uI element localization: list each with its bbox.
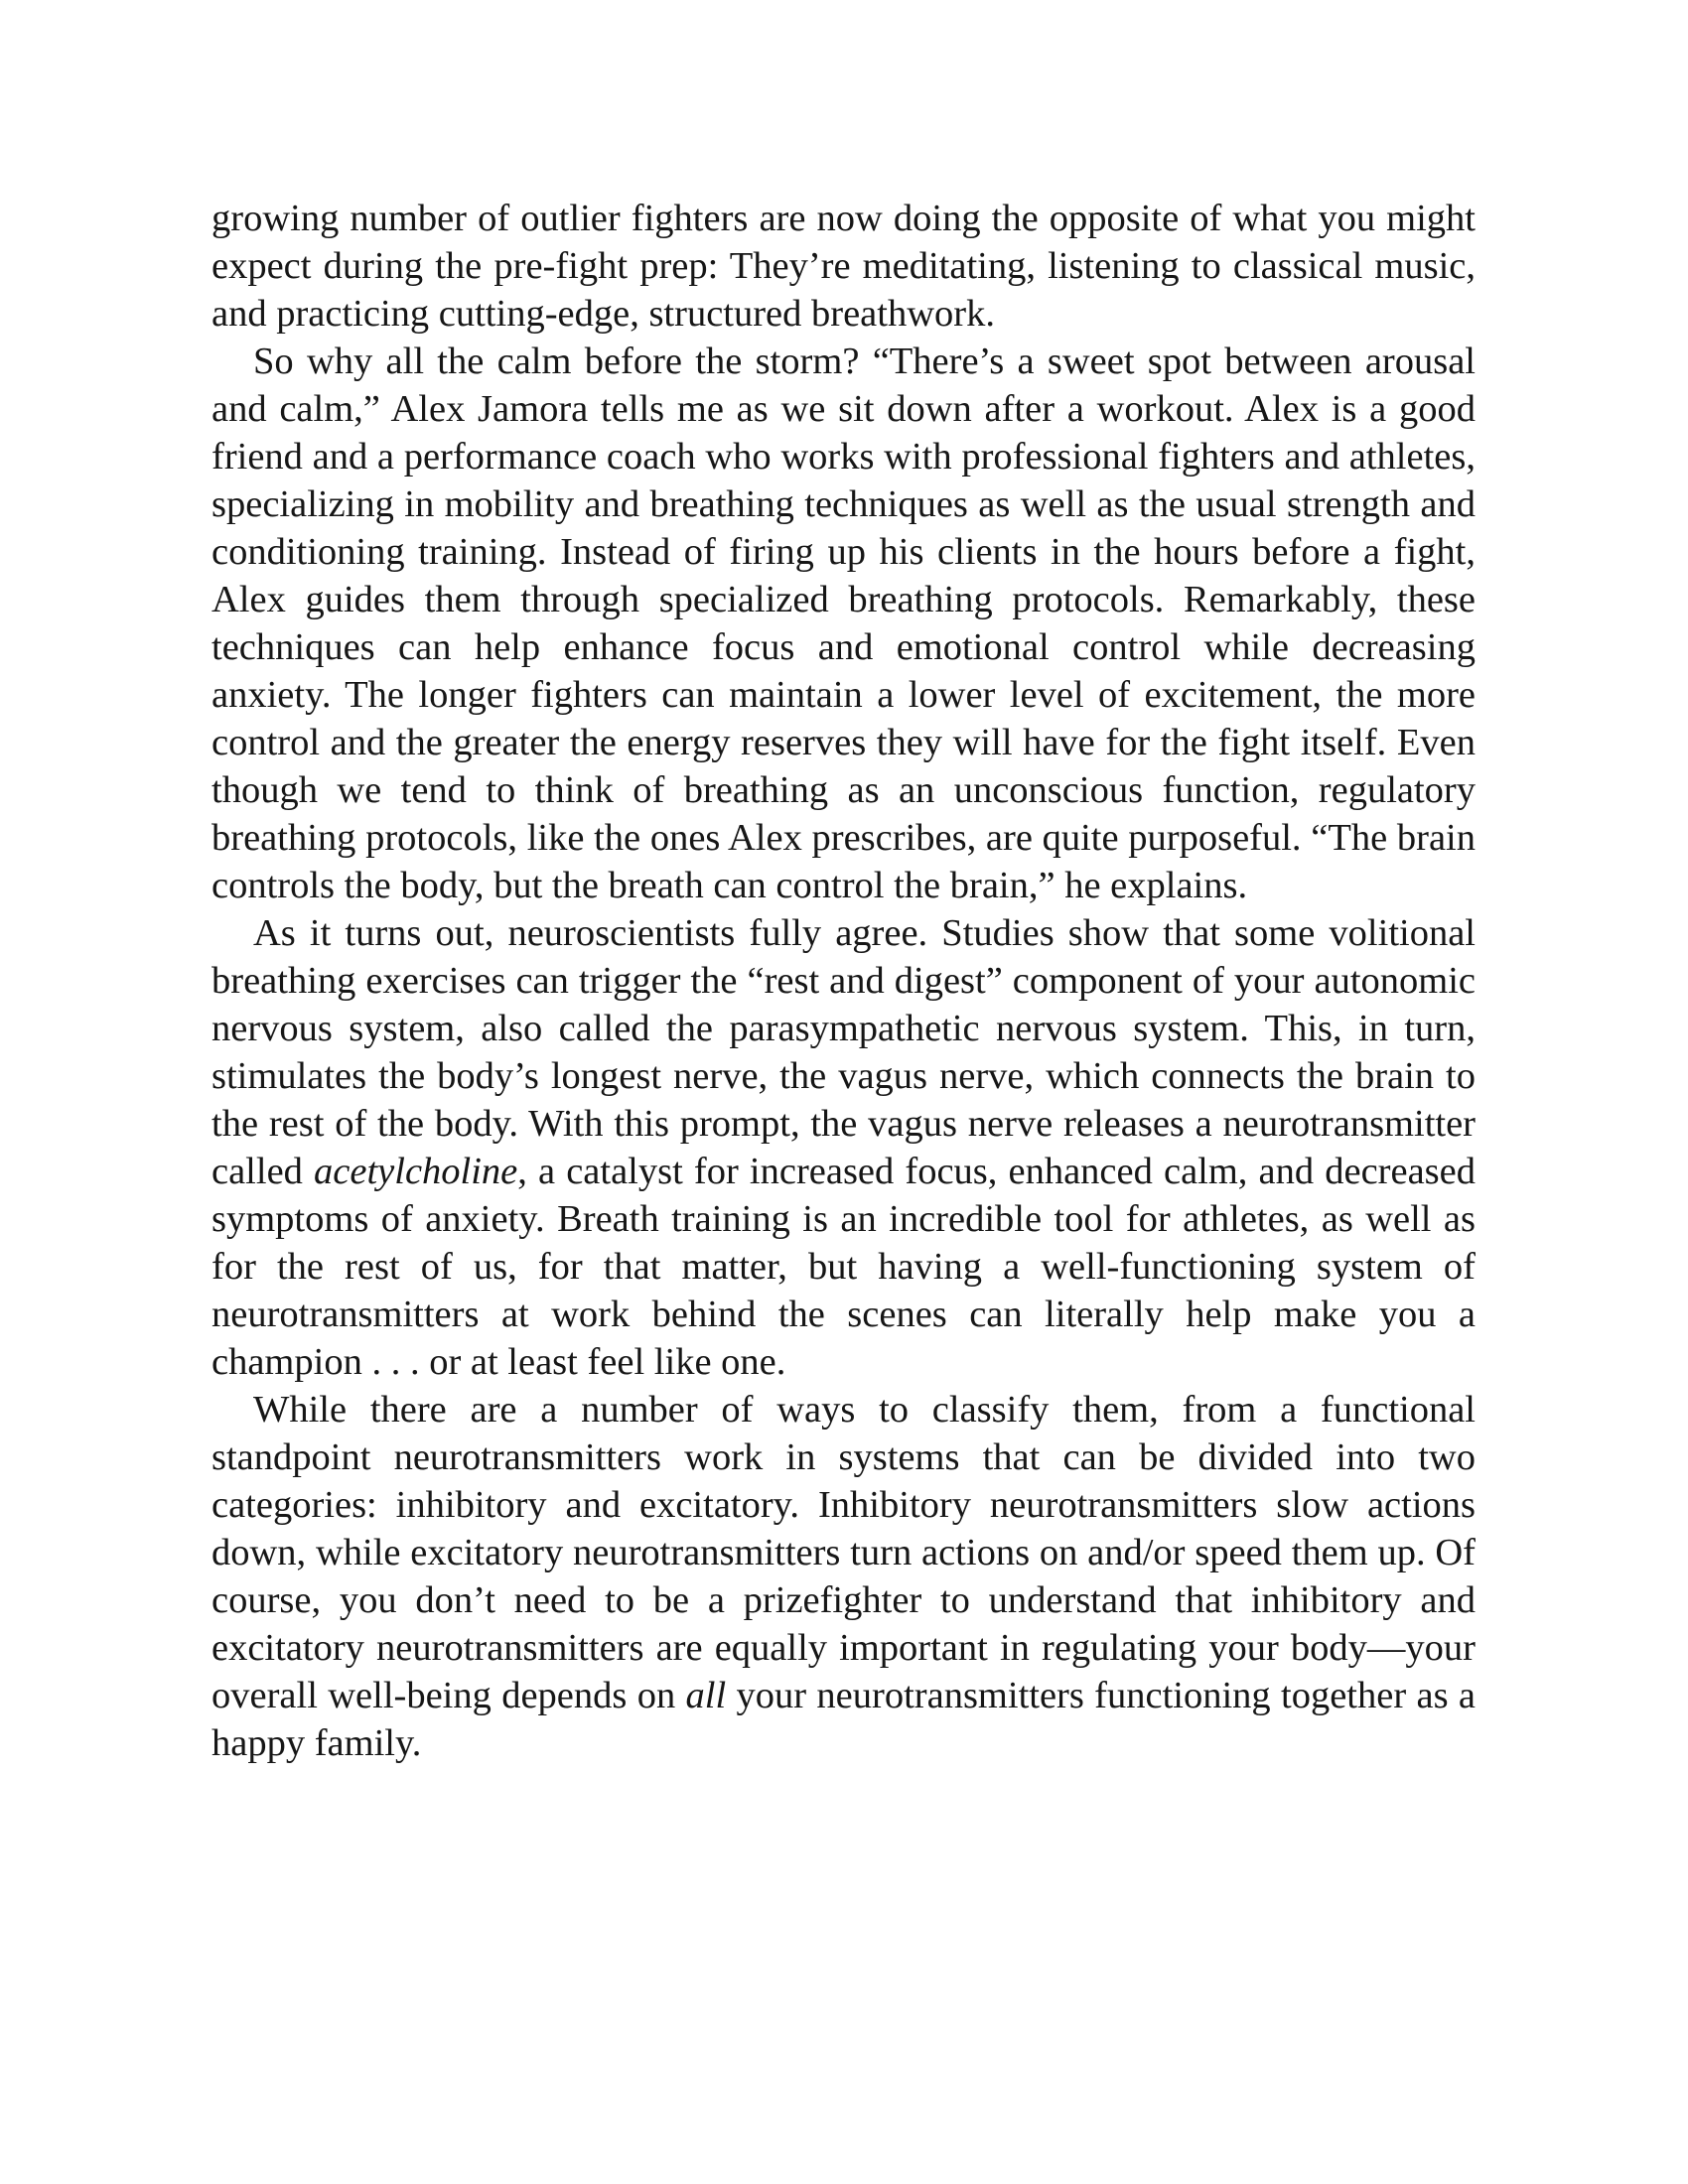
paragraph-3-italic-term: acetylcholine: [314, 1151, 518, 1192]
page-body: [211, 195, 1476, 1767]
paragraph-3: [211, 909, 1476, 1386]
paragraph-4: [211, 1386, 1476, 1767]
paragraph-2-text: So why all the calm before the storm? “There’s a sweet spot between arousal and calm,” Alex Jamora tells me as we sit down after a workout. Alex is a good friend and a performance coach who works with professional fighters and athletes, specializing in mobility and breathing techniques as well as the usual strength and conditioning training. Instead of firing up his clients in the hours before a fight, Alex guides them through specialized breathing protocols. Remarkably, these techniques can help enhance focus and emotional control while decreasing anxiety. The longer fighters can maintain a lower level of excitement, the more control and the greater the energy reserves they will have for the fight itself. Even though we tend to think of breathing as an unconscious function, regulatory breathing protocols, like the ones Alex prescribes, are quite purposeful. “The brain controls the body, but the breath can control the brain,” he explains.: [211, 341, 1476, 906]
paragraph-4-italic-word: all: [685, 1675, 727, 1716]
paragraph-3-text-b: , a catalyst for increased focus, enhanced calm, and decreased symptoms of anxiety. Breath training is an incredible tool for athletes, as well as for the rest of us, for that matter, but having a well-functioning system of neurotransmitters at work behind the scenes can literally help make you a champion . . . or at least feel like one.: [211, 1151, 1476, 1383]
paragraph-4-text-b: your neurotransmitters functioning together as a happy family.: [211, 1675, 1476, 1764]
paragraph-1: [211, 195, 1476, 338]
paragraph-2: [211, 338, 1476, 909]
paragraph-1-text: growing number of outlier fighters are now doing the opposite of what you might expect during the pre-fight prep: They’re meditating, listening to classical music, and practicing cutting-edge, structured breathwork.: [211, 198, 1476, 335]
paragraph-4-text-a: While there are a number of ways to classify them, from a functional standpoint neurotransmitters work in systems that can be divided into two categories: inhibitory and excitatory. Inhibitory neurotransmitters slow actions down, while excitatory neurotransmitters turn actions on and/or speed them up. Of course, you don’t need to be a prizefighter to understand that inhibitory and excitatory neurotransmitters are equally important in regulating your body—your overall well-being depends on: [211, 1389, 1476, 1716]
paragraph-3-text-a: As it turns out, neuroscientists fully agree. Studies show that some volitional breathing exercises can trigger the “rest and digest” component of your autonomic nervous system, also called the parasympathetic nervous system. This, in turn, stimulates the body’s longest nerve, the vagus nerve, which connects the brain to the rest of the body. With this prompt, the vagus nerve releases a neurotransmitter called: [211, 912, 1476, 1192]
